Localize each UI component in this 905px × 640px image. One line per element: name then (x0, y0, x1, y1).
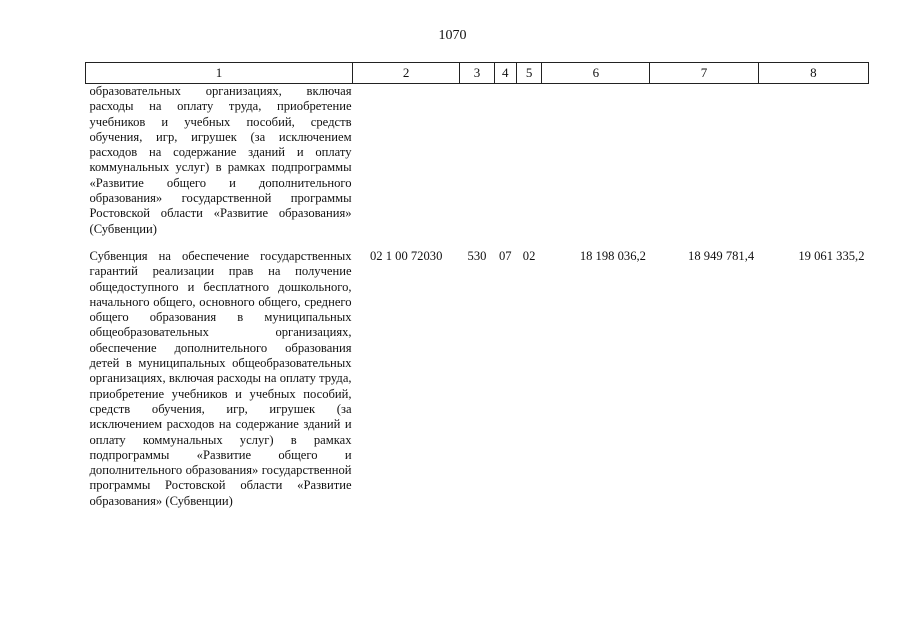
amount-year2-cell (650, 84, 758, 245)
page-number: 1070 (438, 28, 467, 43)
column-header-6: 6 (542, 63, 650, 84)
amount-year1-cell (542, 84, 650, 245)
column-header-2: 2 (353, 63, 460, 84)
section-cell: 07 (499, 248, 512, 263)
amount-year3-cell: 19 061 335,2 (798, 248, 865, 263)
row-description: Субвенция на обеспечение государственных гарантий реализации прав на получение общедоступного и бесплатного дошкольного, начального общего, основного общего, среднего общего образования в муниципальных общеобразовательных организациях, обеспечение дополнительного образования детей в муниципальных общеобразовательных организациях, включая расходы на оплату труда, приобретение учебников и учебных пособий, средств обучения, игр, игрушек (за исключением расходов на содержание зданий и оплату коммунальных услуг) в рамках подпрограммы «Развитие общего и дополнительного образования» государственной программы Ростовской области «Развитие образования» (Субвенции) (89, 248, 352, 508)
target-code-cell (353, 84, 460, 245)
table-row (86, 245, 869, 509)
column-header-5: 5 (516, 63, 541, 84)
row-description: образовательных организациях, включая расходы на оплату труда, приобретение учебников и учебных пособий, средств обучения, игр, игрушек (за исключением расходов на содержание зданий и оплату коммунальных услуг) в рамках подпрограммы «Развитие общего и дополнительного образования» государственной программы Ростовской области «Развитие образования» (Субвенции) (89, 84, 352, 236)
section-cell (494, 84, 516, 245)
column-header-7: 7 (650, 63, 758, 84)
table-row (86, 84, 869, 245)
expense-type-cell: 530 (467, 248, 487, 263)
column-header-8: 8 (758, 63, 868, 84)
amount-year2-cell: 18 949 781,4 (688, 248, 755, 263)
column-header-1: 1 (86, 63, 353, 84)
subsection-cell: 02 (522, 248, 536, 263)
column-header-3: 3 (460, 63, 494, 84)
amount-year1-cell: 18 198 036,2 (579, 248, 646, 263)
amount-year3-cell (758, 84, 868, 245)
column-header-4: 4 (494, 63, 516, 84)
table-header-row (86, 63, 869, 84)
expense-type-cell (460, 84, 494, 245)
budget-table (85, 62, 869, 509)
target-code-cell: 02 1 00 72030 (369, 248, 443, 263)
subsection-cell (516, 84, 541, 245)
